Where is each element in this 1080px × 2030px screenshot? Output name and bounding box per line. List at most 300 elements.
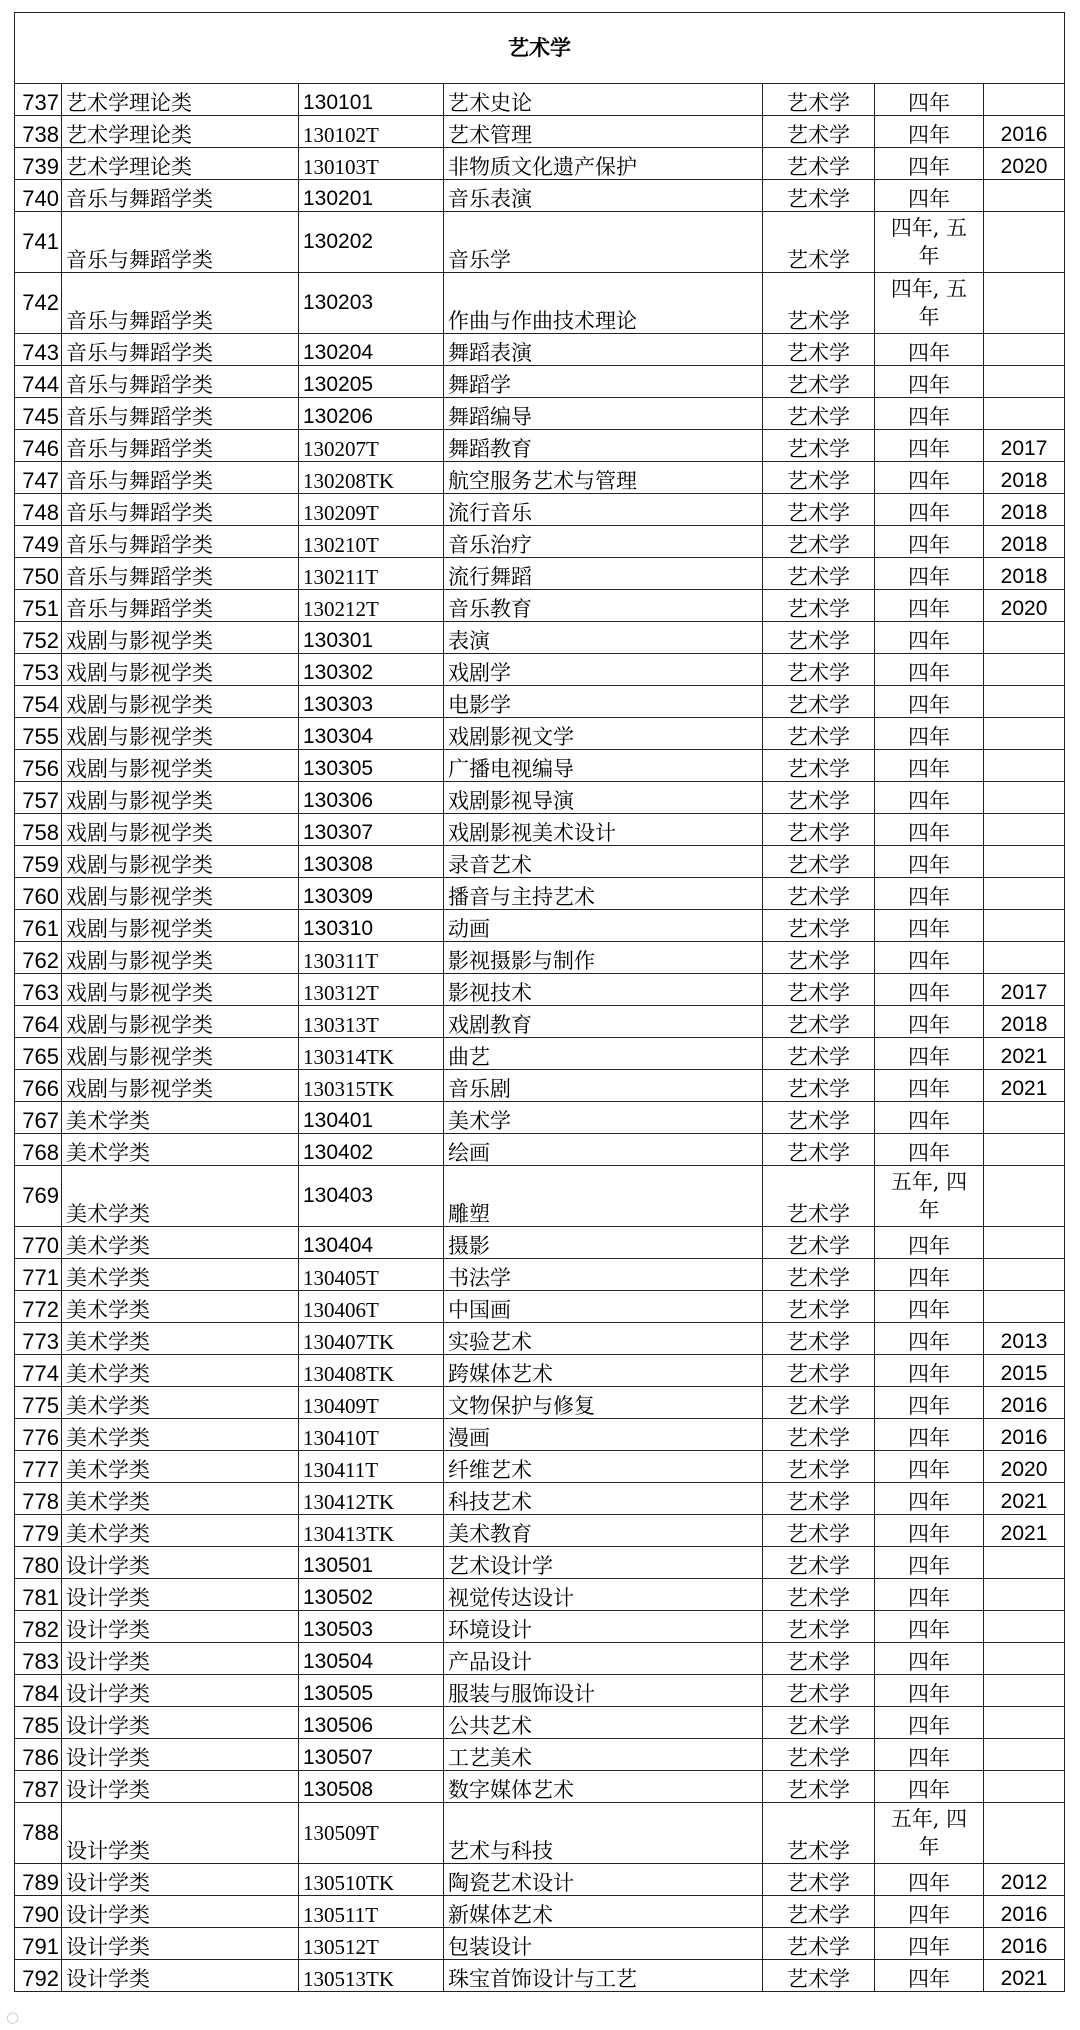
- major-code: 130511T: [299, 1896, 444, 1928]
- major-code: 130408TK: [299, 1355, 444, 1387]
- table-row: [15, 430, 1065, 462]
- major-name: 纤维艺术: [444, 1451, 763, 1483]
- discipline-category: 音乐与舞蹈学类: [62, 334, 299, 366]
- major-code: 130312T: [299, 974, 444, 1006]
- degree-type: 艺术学: [763, 1864, 875, 1896]
- discipline-category: 戏剧与影视学类: [62, 654, 299, 686]
- row-number: 754: [15, 686, 62, 718]
- major-code: 130513TK: [299, 1960, 444, 1992]
- row-number: 766: [15, 1070, 62, 1102]
- major-name: 科技艺术: [444, 1483, 763, 1515]
- major-code: 130204: [299, 334, 444, 366]
- major-name: 作曲与作曲技术理论: [444, 273, 763, 334]
- degree-type: 艺术学: [763, 942, 875, 974]
- degree-type: 艺术学: [763, 1451, 875, 1483]
- row-number: 791: [15, 1928, 62, 1960]
- study-length: 四年: [875, 84, 984, 116]
- discipline-category: 戏剧与影视学类: [62, 750, 299, 782]
- year-added: [984, 212, 1065, 273]
- discipline-category: 戏剧与影视学类: [62, 718, 299, 750]
- table-row: [15, 1227, 1065, 1259]
- row-number: 764: [15, 1006, 62, 1038]
- row-number: 753: [15, 654, 62, 686]
- discipline-category: 艺术学理论类: [62, 116, 299, 148]
- table-row: [15, 1006, 1065, 1038]
- major-name: 美术学: [444, 1102, 763, 1134]
- major-code: 130210T: [299, 526, 444, 558]
- study-length: 四年: [875, 686, 984, 718]
- study-length: 四年: [875, 558, 984, 590]
- watermark: ○: [6, 2008, 20, 2026]
- study-length: 四年: [875, 1102, 984, 1134]
- discipline-category: 戏剧与影视学类: [62, 846, 299, 878]
- study-length: 四年: [875, 1134, 984, 1166]
- discipline-category: 美术学类: [62, 1387, 299, 1419]
- degree-type: 艺术学: [763, 1928, 875, 1960]
- degree-type: 艺术学: [763, 1739, 875, 1771]
- row-number: 771: [15, 1259, 62, 1291]
- major-name: 播音与主持艺术: [444, 878, 763, 910]
- row-number: 782: [15, 1611, 62, 1643]
- degree-type: 艺术学: [763, 558, 875, 590]
- page-title: 艺术学: [15, 13, 1065, 84]
- row-number: 761: [15, 910, 62, 942]
- row-number: 773: [15, 1323, 62, 1355]
- major-code: 130305: [299, 750, 444, 782]
- discipline-category: 美术学类: [62, 1134, 299, 1166]
- study-length: 四年: [875, 1038, 984, 1070]
- study-length: 四年: [875, 1355, 984, 1387]
- major-code: 130208TK: [299, 462, 444, 494]
- study-length: 四年, 五年: [875, 273, 984, 334]
- major-name: 数字媒体艺术: [444, 1771, 763, 1803]
- major-name: 陶瓷艺术设计: [444, 1864, 763, 1896]
- major-code: 130313T: [299, 1006, 444, 1038]
- degree-type: 艺术学: [763, 1387, 875, 1419]
- degree-type: 艺术学: [763, 1803, 875, 1864]
- major-name: 影视摄影与制作: [444, 942, 763, 974]
- study-length: 四年: [875, 814, 984, 846]
- degree-type: 艺术学: [763, 84, 875, 116]
- table-row: [15, 1419, 1065, 1451]
- degree-type: 艺术学: [763, 750, 875, 782]
- major-name: 戏剧影视文学: [444, 718, 763, 750]
- study-length: 四年: [875, 430, 984, 462]
- major-code: 130203: [299, 273, 444, 334]
- study-length: 四年: [875, 1579, 984, 1611]
- row-number: 758: [15, 814, 62, 846]
- major-code: 130409T: [299, 1387, 444, 1419]
- row-number: 772: [15, 1291, 62, 1323]
- degree-type: 艺术学: [763, 148, 875, 180]
- degree-type: 艺术学: [763, 590, 875, 622]
- study-length: 四年: [875, 398, 984, 430]
- study-length: 四年: [875, 782, 984, 814]
- major-code: 130401: [299, 1102, 444, 1134]
- major-name: 跨媒体艺术: [444, 1355, 763, 1387]
- discipline-category: 戏剧与影视学类: [62, 814, 299, 846]
- year-added: 2021: [984, 1483, 1065, 1515]
- discipline-category: 设计学类: [62, 1864, 299, 1896]
- degree-type: 艺术学: [763, 1643, 875, 1675]
- discipline-category: 设计学类: [62, 1643, 299, 1675]
- study-length: 四年: [875, 366, 984, 398]
- study-length: 四年: [875, 334, 984, 366]
- row-number: 767: [15, 1102, 62, 1134]
- row-number: 790: [15, 1896, 62, 1928]
- study-length: 四年: [875, 942, 984, 974]
- major-name: 新媒体艺术: [444, 1896, 763, 1928]
- row-number: 743: [15, 334, 62, 366]
- major-code: 130310: [299, 910, 444, 942]
- table-row: [15, 942, 1065, 974]
- table-row: [15, 1643, 1065, 1675]
- year-added: 2012: [984, 1864, 1065, 1896]
- degree-type: 艺术学: [763, 1227, 875, 1259]
- degree-type: 艺术学: [763, 1960, 875, 1992]
- row-number: 756: [15, 750, 62, 782]
- major-code: 130412TK: [299, 1483, 444, 1515]
- major-name: 公共艺术: [444, 1707, 763, 1739]
- major-name: 工艺美术: [444, 1739, 763, 1771]
- row-number: 769: [15, 1166, 62, 1227]
- table-row: [15, 212, 1065, 273]
- major-code: 130407TK: [299, 1323, 444, 1355]
- major-name: 音乐学: [444, 212, 763, 273]
- major-code: 130510TK: [299, 1864, 444, 1896]
- major-name: 环境设计: [444, 1611, 763, 1643]
- table-row: [15, 686, 1065, 718]
- row-number: 784: [15, 1675, 62, 1707]
- major-code: 130402: [299, 1134, 444, 1166]
- discipline-category: 音乐与舞蹈学类: [62, 558, 299, 590]
- year-added: 2018: [984, 1006, 1065, 1038]
- degree-type: 艺术学: [763, 654, 875, 686]
- year-added: [984, 718, 1065, 750]
- row-number: 787: [15, 1771, 62, 1803]
- table-row: [15, 1166, 1065, 1227]
- table-row: [15, 1451, 1065, 1483]
- degree-type: 艺术学: [763, 1291, 875, 1323]
- major-code: 130512T: [299, 1928, 444, 1960]
- table-row: [15, 814, 1065, 846]
- study-length: 四年: [875, 1960, 984, 1992]
- degree-type: 艺术学: [763, 1419, 875, 1451]
- discipline-category: 设计学类: [62, 1803, 299, 1864]
- degree-type: 艺术学: [763, 1771, 875, 1803]
- degree-type: 艺术学: [763, 430, 875, 462]
- study-length: 四年: [875, 846, 984, 878]
- major-code: 130306: [299, 782, 444, 814]
- major-code: 130212T: [299, 590, 444, 622]
- degree-type: 艺术学: [763, 1483, 875, 1515]
- major-code: 130303: [299, 686, 444, 718]
- degree-type: 艺术学: [763, 910, 875, 942]
- discipline-category: 音乐与舞蹈学类: [62, 273, 299, 334]
- table-row: [15, 782, 1065, 814]
- major-code: 130315TK: [299, 1070, 444, 1102]
- discipline-category: 美术学类: [62, 1102, 299, 1134]
- row-number: 781: [15, 1579, 62, 1611]
- study-length: 四年: [875, 526, 984, 558]
- table-row: [15, 1611, 1065, 1643]
- study-length: 四年: [875, 654, 984, 686]
- year-added: [984, 654, 1065, 686]
- row-number: 777: [15, 1451, 62, 1483]
- major-code: 130301: [299, 622, 444, 654]
- discipline-category: 戏剧与影视学类: [62, 942, 299, 974]
- year-added: 2016: [984, 1896, 1065, 1928]
- major-name: 实验艺术: [444, 1323, 763, 1355]
- major-code: 130405T: [299, 1259, 444, 1291]
- year-added: [984, 334, 1065, 366]
- year-added: [984, 942, 1065, 974]
- row-number: 768: [15, 1134, 62, 1166]
- year-added: 2018: [984, 526, 1065, 558]
- year-added: [984, 622, 1065, 654]
- year-added: [984, 1291, 1065, 1323]
- study-length: 四年: [875, 878, 984, 910]
- table-row: [15, 974, 1065, 1006]
- year-added: [984, 1166, 1065, 1227]
- study-length: 四年: [875, 910, 984, 942]
- degree-type: 艺术学: [763, 526, 875, 558]
- title-row: [15, 13, 1065, 84]
- year-added: [984, 878, 1065, 910]
- table-row: [15, 1323, 1065, 1355]
- discipline-category: 戏剧与影视学类: [62, 622, 299, 654]
- table-row: [15, 1515, 1065, 1547]
- major-name: 音乐表演: [444, 180, 763, 212]
- row-number: 751: [15, 590, 62, 622]
- major-name: 包装设计: [444, 1928, 763, 1960]
- year-added: [984, 910, 1065, 942]
- year-added: [984, 84, 1065, 116]
- discipline-category: 音乐与舞蹈学类: [62, 590, 299, 622]
- table-row: [15, 1896, 1065, 1928]
- degree-type: 艺术学: [763, 1579, 875, 1611]
- row-number: 778: [15, 1483, 62, 1515]
- major-code: 130211T: [299, 558, 444, 590]
- major-name: 电影学: [444, 686, 763, 718]
- row-number: 759: [15, 846, 62, 878]
- study-length: 四年: [875, 1707, 984, 1739]
- year-added: 2020: [984, 148, 1065, 180]
- major-name: 流行音乐: [444, 494, 763, 526]
- table-row: [15, 590, 1065, 622]
- study-length: 四年: [875, 1675, 984, 1707]
- major-code: 130501: [299, 1547, 444, 1579]
- degree-type: 艺术学: [763, 1707, 875, 1739]
- table-row: [15, 1355, 1065, 1387]
- major-catalog-sheet: [14, 12, 1064, 1992]
- table-row: [15, 1579, 1065, 1611]
- major-code: 130101: [299, 84, 444, 116]
- discipline-category: 音乐与舞蹈学类: [62, 180, 299, 212]
- major-name: 音乐治疗: [444, 526, 763, 558]
- major-name: 漫画: [444, 1419, 763, 1451]
- discipline-category: 设计学类: [62, 1707, 299, 1739]
- major-code: 130205: [299, 366, 444, 398]
- major-name: 服装与服饰设计: [444, 1675, 763, 1707]
- major-code: 130201: [299, 180, 444, 212]
- row-number: 750: [15, 558, 62, 590]
- major-code: 130509T: [299, 1803, 444, 1864]
- major-name: 戏剧影视导演: [444, 782, 763, 814]
- table-row: [15, 1928, 1065, 1960]
- table-row: [15, 273, 1065, 334]
- major-name: 艺术管理: [444, 116, 763, 148]
- row-number: 788: [15, 1803, 62, 1864]
- major-code: 130403: [299, 1166, 444, 1227]
- year-added: [984, 366, 1065, 398]
- major-code: 130206: [299, 398, 444, 430]
- study-length: 四年: [875, 1227, 984, 1259]
- major-code: 130404: [299, 1227, 444, 1259]
- table-row: [15, 1739, 1065, 1771]
- table-row: [15, 1675, 1065, 1707]
- major-name: 雕塑: [444, 1166, 763, 1227]
- year-added: 2016: [984, 1387, 1065, 1419]
- year-added: [984, 180, 1065, 212]
- year-added: 2016: [984, 1928, 1065, 1960]
- study-length: 四年: [875, 718, 984, 750]
- study-length: 五年, 四年: [875, 1166, 984, 1227]
- table-row: [15, 558, 1065, 590]
- discipline-category: 音乐与舞蹈学类: [62, 430, 299, 462]
- major-code: 130103T: [299, 148, 444, 180]
- table-row: [15, 334, 1065, 366]
- row-number: 740: [15, 180, 62, 212]
- year-added: [984, 1259, 1065, 1291]
- discipline-category: 音乐与舞蹈学类: [62, 398, 299, 430]
- discipline-category: 音乐与舞蹈学类: [62, 494, 299, 526]
- degree-type: 艺术学: [763, 1006, 875, 1038]
- degree-type: 艺术学: [763, 878, 875, 910]
- discipline-category: 艺术学理论类: [62, 148, 299, 180]
- degree-type: 艺术学: [763, 782, 875, 814]
- discipline-category: 音乐与舞蹈学类: [62, 212, 299, 273]
- year-added: [984, 1547, 1065, 1579]
- degree-type: 艺术学: [763, 1323, 875, 1355]
- table-row: [15, 718, 1065, 750]
- row-number: 745: [15, 398, 62, 430]
- discipline-category: 美术学类: [62, 1323, 299, 1355]
- row-number: 786: [15, 1739, 62, 1771]
- year-added: 2021: [984, 1960, 1065, 1992]
- table-row: [15, 1771, 1065, 1803]
- major-code: 130309: [299, 878, 444, 910]
- major-name: 舞蹈教育: [444, 430, 763, 462]
- major-name: 影视技术: [444, 974, 763, 1006]
- discipline-category: 戏剧与影视学类: [62, 1070, 299, 1102]
- year-added: 2020: [984, 590, 1065, 622]
- row-number: 744: [15, 366, 62, 398]
- year-added: [984, 1227, 1065, 1259]
- year-added: [984, 1675, 1065, 1707]
- major-code: 130308: [299, 846, 444, 878]
- major-code: 130302: [299, 654, 444, 686]
- discipline-category: 戏剧与影视学类: [62, 878, 299, 910]
- study-length: 四年: [875, 1928, 984, 1960]
- degree-type: 艺术学: [763, 116, 875, 148]
- table-row: [15, 910, 1065, 942]
- major-code: 130505: [299, 1675, 444, 1707]
- row-number: 749: [15, 526, 62, 558]
- row-number: 780: [15, 1547, 62, 1579]
- major-code: 130502: [299, 1579, 444, 1611]
- degree-type: 艺术学: [763, 494, 875, 526]
- degree-type: 艺术学: [763, 1070, 875, 1102]
- major-code: 130508: [299, 1771, 444, 1803]
- table-row: [15, 622, 1065, 654]
- row-number: 741: [15, 212, 62, 273]
- table-row: [15, 1134, 1065, 1166]
- discipline-category: 美术学类: [62, 1227, 299, 1259]
- row-number: 779: [15, 1515, 62, 1547]
- discipline-category: 美术学类: [62, 1515, 299, 1547]
- degree-type: 艺术学: [763, 686, 875, 718]
- degree-type: 艺术学: [763, 974, 875, 1006]
- year-added: [984, 273, 1065, 334]
- year-added: 2015: [984, 1355, 1065, 1387]
- study-length: 四年: [875, 1515, 984, 1547]
- major-name: 音乐剧: [444, 1070, 763, 1102]
- discipline-category: 美术学类: [62, 1419, 299, 1451]
- study-length: 四年: [875, 116, 984, 148]
- table-row: [15, 1387, 1065, 1419]
- discipline-category: 戏剧与影视学类: [62, 1038, 299, 1070]
- degree-type: 艺术学: [763, 1102, 875, 1134]
- major-name: 书法学: [444, 1259, 763, 1291]
- major-name: 流行舞蹈: [444, 558, 763, 590]
- study-length: 四年: [875, 1291, 984, 1323]
- major-name: 视觉传达设计: [444, 1579, 763, 1611]
- study-length: 四年: [875, 180, 984, 212]
- row-number: 757: [15, 782, 62, 814]
- major-name: 非物质文化遗产保护: [444, 148, 763, 180]
- discipline-category: 美术学类: [62, 1259, 299, 1291]
- major-code: 130311T: [299, 942, 444, 974]
- table-row: [15, 494, 1065, 526]
- table-row: [15, 1070, 1065, 1102]
- study-length: 四年: [875, 974, 984, 1006]
- year-added: [984, 1803, 1065, 1864]
- study-length: 四年: [875, 1451, 984, 1483]
- discipline-category: 戏剧与影视学类: [62, 1006, 299, 1038]
- discipline-category: 设计学类: [62, 1611, 299, 1643]
- major-code: 130411T: [299, 1451, 444, 1483]
- study-length: 四年, 五年: [875, 212, 984, 273]
- table-row: [15, 526, 1065, 558]
- discipline-category: 戏剧与影视学类: [62, 910, 299, 942]
- year-added: 2016: [984, 116, 1065, 148]
- discipline-category: 音乐与舞蹈学类: [62, 462, 299, 494]
- row-number: 755: [15, 718, 62, 750]
- row-number: 775: [15, 1387, 62, 1419]
- major-code: 130413TK: [299, 1515, 444, 1547]
- major-name: 航空服务艺术与管理: [444, 462, 763, 494]
- major-name: 音乐教育: [444, 590, 763, 622]
- discipline-category: 美术学类: [62, 1355, 299, 1387]
- study-length: 四年: [875, 1259, 984, 1291]
- row-number: 763: [15, 974, 62, 1006]
- table-row: [15, 1259, 1065, 1291]
- study-length: 四年: [875, 462, 984, 494]
- year-added: 2017: [984, 974, 1065, 1006]
- study-length: 四年: [875, 1483, 984, 1515]
- degree-type: 艺术学: [763, 1355, 875, 1387]
